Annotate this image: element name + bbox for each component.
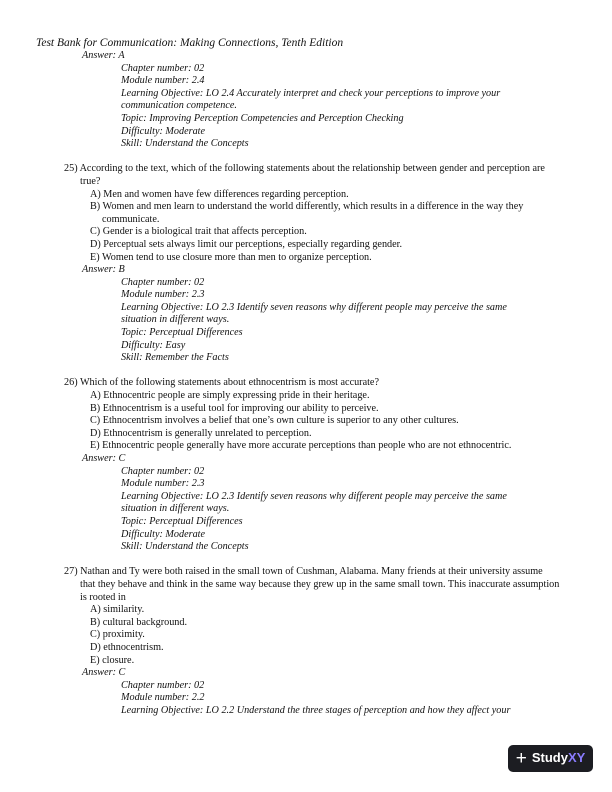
choice-e: E) closure.: [90, 654, 135, 666]
meta-line: situation in different ways.: [121, 314, 230, 326]
question-meta: [121, 277, 612, 365]
choice-c: C) Ethnocentrism involves a belief that one’s own culture is superior to any other cultures.: [90, 415, 459, 427]
badge-label-suffix: XY: [567, 750, 586, 766]
meta-line: Module number: 2.4: [121, 75, 205, 87]
meta-line: Difficulty: Easy: [121, 339, 186, 351]
meta-line: Module number: 2.3: [121, 289, 205, 301]
question-stem: 27) Nathan and Ty were both raised in the small town of Cushman, Alabama. Many friends at their university assume that they behave and think in the same way because they grew up in the same small town. This inaccurate assumption is rooted in: [64, 566, 560, 603]
question-stem: 26) Which of the following statements about ethnocentrism is most accurate?: [64, 377, 379, 389]
choice-list: [90, 390, 560, 453]
meta-line: Module number: 2.3: [121, 478, 205, 490]
choice-d: D) ethnocentrism.: [90, 641, 164, 653]
choice-a: A) Ethnocentric people are simply expressing pride in their heritage.: [90, 390, 370, 402]
meta-line: Chapter number: 02: [121, 465, 205, 477]
badge-label-prefix: Study: [531, 750, 568, 766]
previous-meta: [121, 63, 612, 151]
choice-b: B) Ethnocentrism is a useful tool for improving our ability to perceive.: [90, 402, 379, 414]
meta-line: Module number: 2.2: [121, 692, 205, 704]
question-stem: 25) According to the text, which of the following statements about the relationship between gender and perception are true?: [64, 163, 545, 187]
meta-line: situation in different ways.: [121, 503, 230, 515]
page-header-title: Test Bank for Communication: Making Connections, Tenth Edition: [36, 37, 344, 49]
meta-line: Topic: Perceptual Differences: [121, 327, 243, 339]
plus-icon: +: [515, 748, 527, 769]
answer-label: Answer: B: [82, 264, 125, 276]
meta-line: Skill: Understand the Concepts: [121, 541, 249, 553]
choice-a: A) similarity.: [90, 604, 145, 616]
meta-line: Difficulty: Moderate: [121, 528, 206, 540]
question-26: [0, 377, 612, 553]
choice-a: A) Men and women have few differences regarding perception.: [90, 188, 349, 200]
choice-b: B) cultural background.: [90, 616, 188, 628]
question-25: [0, 163, 612, 365]
meta-line: Learning Objective: LO 2.2 Understand the three stages of perception and how they affect your: [121, 704, 511, 716]
meta-line: Difficulty: Moderate: [121, 125, 206, 137]
answer-label: Answer: C: [82, 453, 126, 464]
page-content: [0, 50, 612, 717]
meta-line: Learning Objective: LO 2.3 Identify seven reasons why different people may perceive the same: [121, 301, 507, 313]
meta-line: Skill: Understand the Concepts: [121, 138, 249, 150]
choice-list: [90, 604, 560, 667]
question-27: [0, 566, 612, 717]
choice-c: C) proximity.: [90, 629, 145, 641]
previous-answer: Answer: A: [82, 50, 125, 61]
choice-list: [90, 189, 560, 265]
meta-line: Chapter number: 02: [121, 62, 205, 74]
choice-b: B) Women and men learn to understand the world differently, which results in a difference in the way they communicate.: [90, 201, 524, 225]
meta-line: Learning Objective: LO 2.4 Accurately interpret and check your perceptions to improve your: [121, 87, 501, 99]
question-meta: [121, 680, 612, 718]
meta-line: Chapter number: 02: [121, 276, 205, 288]
choice-d: D) Perceptual sets always limit our perceptions, especially regarding gender.: [90, 238, 403, 250]
question-meta: [121, 466, 612, 554]
choice-e: E) Women tend to use closure more than men to organize perception.: [90, 251, 372, 263]
answer-label: Answer: C: [82, 667, 126, 679]
studyxy-badge[interactable]: [508, 745, 593, 772]
meta-line: Learning Objective: LO 2.3 Identify seven reasons why different people may perceive the same: [121, 490, 507, 502]
choice-e: E) Ethnocentric people generally have more accurate perceptions than people who are not ethnocentric.: [90, 440, 512, 452]
meta-line: Skill: Remember the Facts: [121, 352, 229, 364]
meta-line: communication competence.: [121, 100, 237, 112]
meta-line: Topic: Perceptual Differences: [121, 515, 243, 527]
meta-line: Chapter number: 02: [121, 679, 205, 691]
choice-d: D) Ethnocentrism is generally unrelated to perception.: [90, 427, 312, 439]
meta-line: Topic: Improving Perception Competencies and Perception Checking: [121, 112, 404, 124]
choice-c: C) Gender is a biological trait that affects perception.: [90, 226, 307, 238]
